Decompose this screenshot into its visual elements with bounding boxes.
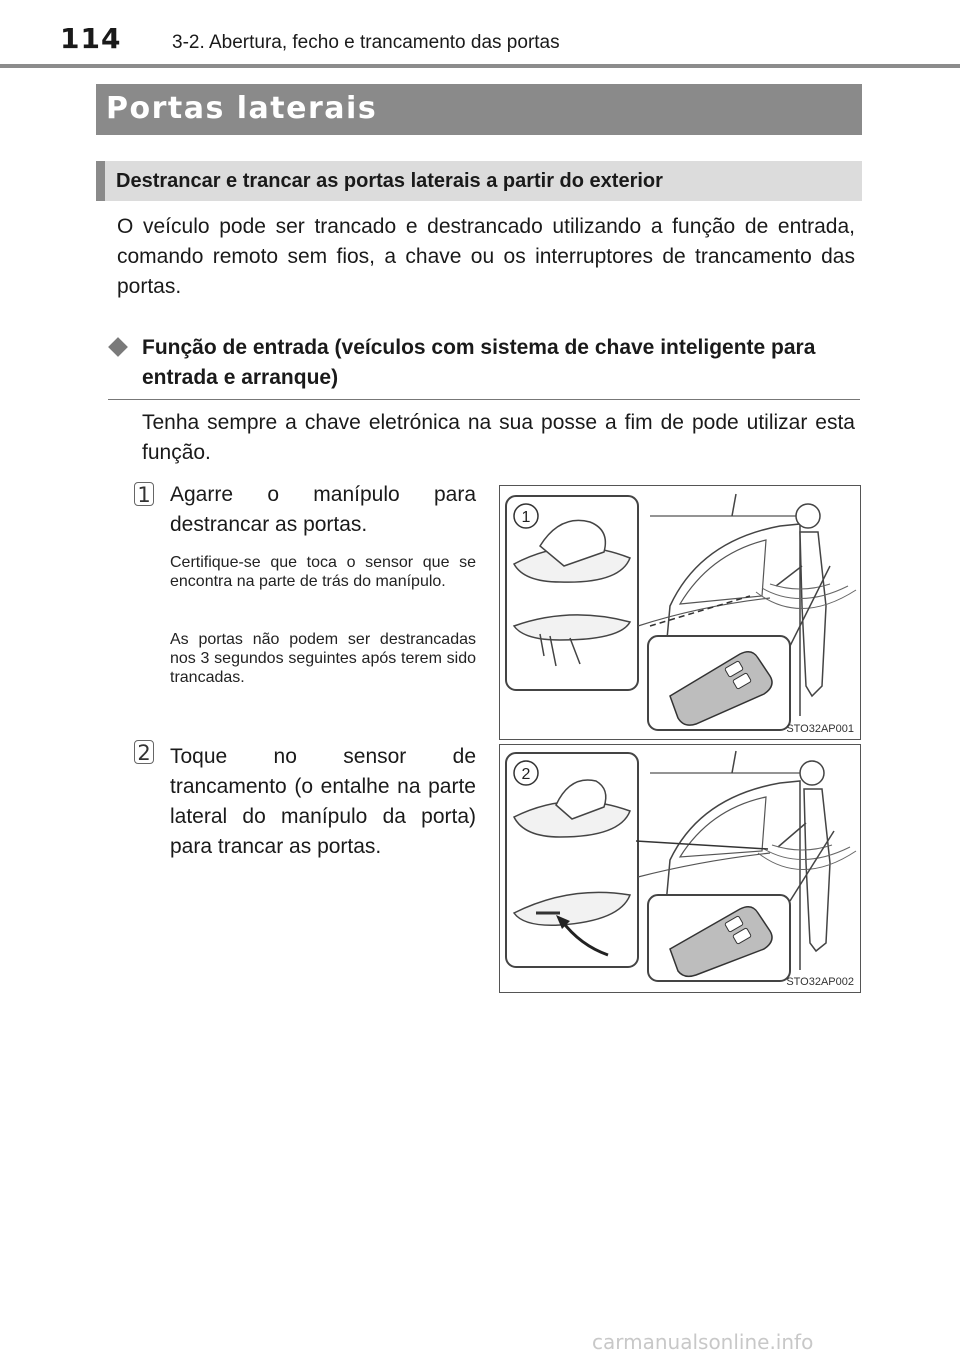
step-1-note-2: As portas não podem ser destrancadas nos 3 segundos seguintes após terem sido trancadas. xyxy=(170,631,476,686)
figure-1-caption: STO32AP001 xyxy=(786,723,854,735)
figure-2-label: 2 xyxy=(521,766,531,783)
step-1-text: Agarre o manípulo para destrancar as portas. xyxy=(170,483,476,536)
feature-rule xyxy=(108,399,860,400)
watermark: carmanualsonline.info xyxy=(592,1330,814,1354)
feature-heading-text: Função de entrada (veículos com sistema de chave inteligente para entrada e arranque) xyxy=(142,336,816,389)
door-handle-illustration-2 xyxy=(500,745,860,992)
feature-heading xyxy=(108,333,860,393)
figure-1-label: 1 xyxy=(521,509,531,526)
feature-description: Tenha sempre a chave eletrónica na sua posse a fim de pode utilizar esta função. xyxy=(142,411,855,464)
figure-1 xyxy=(499,485,861,740)
sub-title: Destrancar e trancar as portas laterais a partir do exterior xyxy=(116,170,663,192)
figure-2 xyxy=(499,744,861,993)
step-1-number: 1 xyxy=(134,482,154,506)
page-number: 114 xyxy=(60,22,122,55)
header-rule xyxy=(0,64,960,68)
section-title: Portas laterais xyxy=(106,91,378,126)
figure-2-caption: STO32AP002 xyxy=(786,976,854,988)
door-handle-illustration-1 xyxy=(500,486,860,739)
sub-banner xyxy=(96,161,862,201)
step-2-text: Toque no sensor de trancamento (o entalhe na parte lateral do manípulo da porta) para trancar as portas. xyxy=(170,745,476,858)
step-1-note-1: Certifique-se que toca o sensor que se encontra na parte de trás do manípulo. xyxy=(170,554,476,590)
running-header: 3-2. Abertura, fecho e trancamento das portas xyxy=(172,32,560,53)
section-banner xyxy=(96,84,862,135)
intro-paragraph: O veículo pode ser trancado e destrancado utilizando a função de entrada, comando remoto sem fios, a chave ou os interruptores de trancamento das portas. xyxy=(117,215,855,298)
step-2-number: 2 xyxy=(134,740,154,764)
